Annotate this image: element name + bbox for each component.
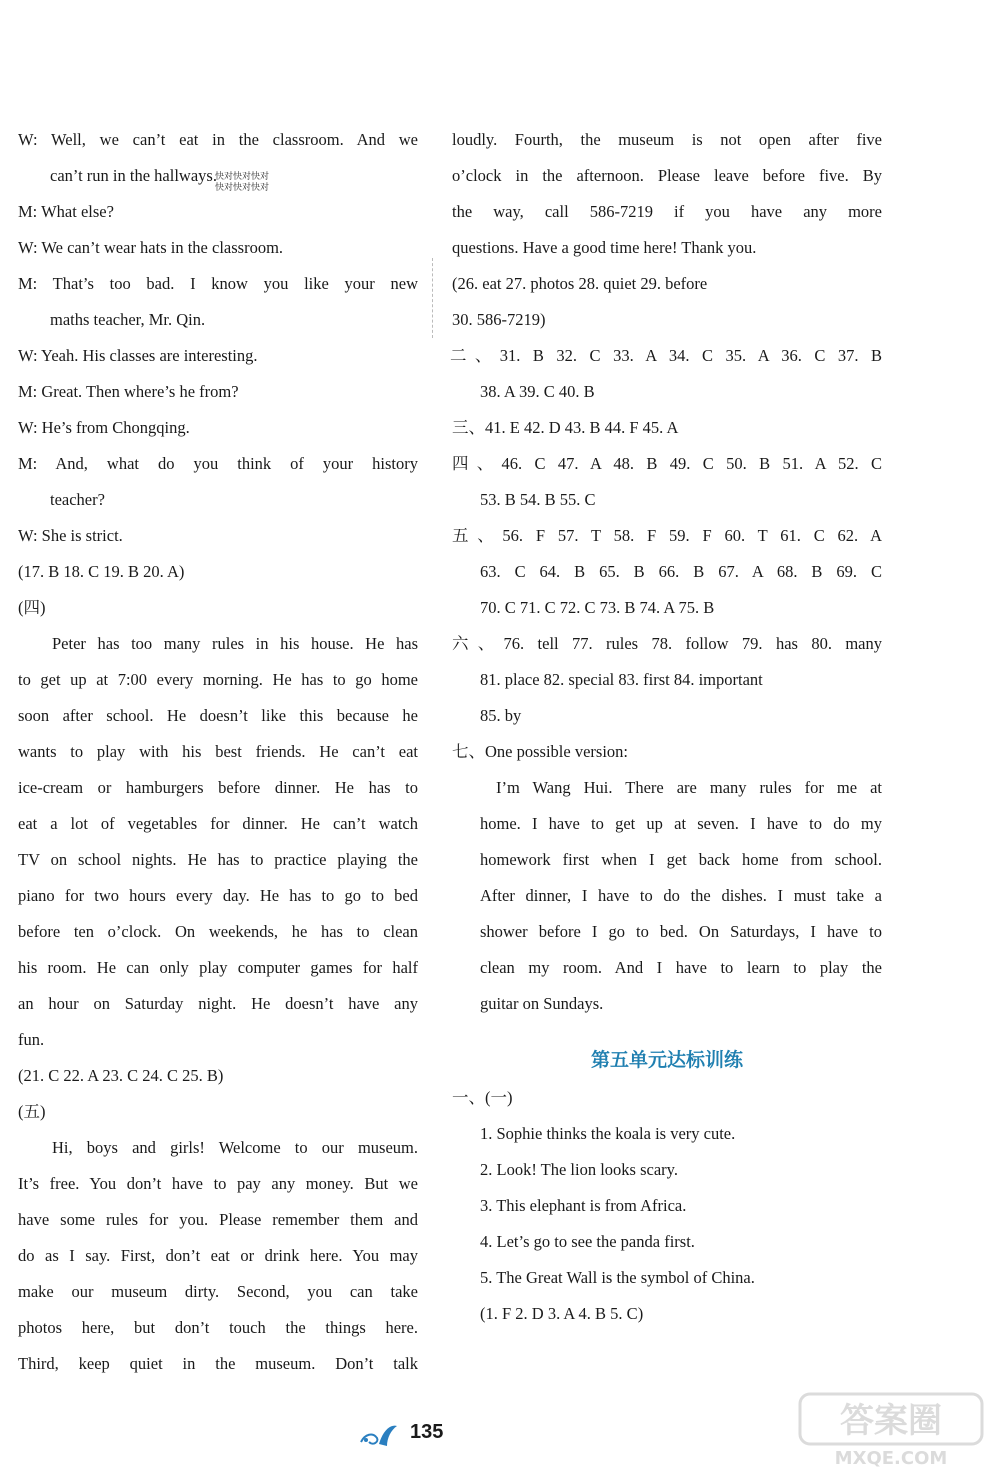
handnote-line: 快对快对快对	[215, 172, 270, 182]
essay-line: After dinner, I have to do the dishes. I must take a	[480, 886, 882, 905]
answer-row: 53. B 54. B 55. C	[480, 490, 596, 509]
dialogue-line: W: He’s from Chongqing.	[18, 418, 190, 437]
dialogue-line: W: Yeah. His classes are interesting.	[18, 346, 258, 365]
answer-row: 三、41. E 42. D 43. B 44. F 45. A	[452, 418, 679, 437]
passage-line: ice-cream or hamburgers before dinner. He has to	[18, 778, 418, 797]
passage-line: make our museum dirty. Second, you can take	[18, 1282, 418, 1301]
dialogue-line: W: She is strict.	[18, 526, 123, 545]
passage-line: the way, call 586-7219 if you have any more	[452, 202, 882, 221]
publisher-logo-icon	[357, 1420, 401, 1455]
answer-key-line: 30. 586-7219)	[452, 310, 546, 329]
essay-line: clean my room. And I have to learn to play the	[480, 958, 882, 977]
left-column	[18, 122, 418, 1382]
answer-key-line: (1. F 2. D 3. A 4. B 5. C)	[480, 1304, 644, 1323]
passage-line: It’s free. You don’t have to pay any money. But we	[18, 1174, 418, 1193]
handnote-line: 快对快对快对	[215, 183, 270, 193]
answer-row: 85. by	[480, 706, 522, 725]
passage-line: his room. He can only play computer games for half	[18, 958, 418, 977]
passage-line: an hour on Saturday night. He doesn’t have any	[18, 994, 418, 1013]
essay-line: shower before I go to bed. On Saturdays, I have to	[480, 922, 882, 941]
right-column	[452, 122, 882, 1332]
answer-row: 四、46. C 47. A 48. B 49. C 50. B 51. A 52. C	[452, 454, 882, 473]
passage-line: loudly. Fourth, the museum is not open after five	[452, 130, 882, 149]
listening-sentence: 1. Sophie thinks the koala is very cute.	[480, 1124, 736, 1143]
listening-sentence: 5. The Great Wall is the symbol of China.	[480, 1268, 755, 1287]
answer-key-line: (26. eat 27. photos 28. quiet 29. before	[452, 274, 708, 293]
passage-line: TV on school nights. He has to practice playing the	[18, 850, 418, 869]
answer-row: 五、56. F 57. T 58. F 59. F 60. T 61. C 62. A	[452, 526, 882, 545]
passage-line: to get up at 7:00 every morning. He has to go home	[18, 670, 418, 689]
passage-line: fun.	[18, 1030, 45, 1049]
dialogue-line: M: Great. Then where’s he from?	[18, 382, 239, 401]
passage-line: Hi, boys and girls! Welcome to our museum.	[52, 1138, 418, 1157]
essay-line: guitar on Sundays.	[480, 994, 604, 1013]
section-label: (五)	[18, 1102, 46, 1121]
dialogue-line: W: Well, we can’t eat in the classroom. And we	[18, 130, 418, 149]
passage-line: wants to play with his best friends. He can’t eat	[18, 742, 418, 761]
dialogue-line: teacher?	[50, 490, 105, 509]
section-label: 一、(一)	[452, 1088, 513, 1107]
listening-sentence: 4. Let’s go to see the panda first.	[480, 1232, 695, 1251]
section-label: (四)	[18, 598, 46, 617]
answer-row: 38. A 39. C 40. B	[480, 382, 595, 401]
watermark-logo	[798, 1392, 984, 1468]
handwritten-note	[215, 172, 269, 194]
passage-line: piano for two hours every day. He has to go to bed	[18, 886, 418, 905]
passage-line: soon after school. He doesn’t like this because he	[18, 706, 418, 725]
answer-row: 81. place 82. special 83. first 84. important	[480, 670, 763, 689]
answer-key-line: (17. B 18. C 19. B 20. A)	[18, 562, 185, 581]
essay-line: home. I have to get up at seven. I have to do my	[480, 814, 882, 833]
column-divider	[432, 258, 434, 338]
passage-line: Peter has too many rules in his house. He has	[52, 634, 418, 653]
svg-text:MXQE.COM: MXQE.COM	[834, 1448, 948, 1468]
dialogue-line: maths teacher, Mr. Qin.	[50, 310, 206, 329]
answer-row: 七、One possible version:	[452, 742, 628, 761]
page-number: 135	[410, 1421, 444, 1443]
answer-row: 63. C 64. B 65. B 66. B 67. A 68. B 69. C	[480, 562, 882, 581]
passage-line: have some rules for you. Please remember them and	[18, 1210, 418, 1229]
dialogue-line: M: And, what do you think of your history	[18, 454, 418, 473]
passage-line: do as I say. First, don’t eat or drink here. You may	[18, 1246, 418, 1265]
passage-line: o’clock in the afternoon. Please leave before five. By	[452, 166, 882, 185]
dialogue-line: M: What else?	[18, 202, 114, 221]
listening-sentence: 3. This elephant is from Africa.	[480, 1196, 687, 1215]
dialogue-line: M: That’s too bad. I know you like your new	[18, 274, 418, 293]
passage-line: before ten o’clock. On weekends, he has to clean	[18, 922, 418, 941]
passage-line: Third, keep quiet in the museum. Don’t talk	[18, 1354, 418, 1373]
answer-row: 70. C 71. C 72. C 73. B 74. A 75. B	[480, 598, 715, 617]
dialogue-line: can’t run in the hallways.	[50, 166, 217, 185]
passage-line: questions. Have a good time here! Thank you.	[452, 238, 757, 257]
answer-key-line: (21. C 22. A 23. C 24. C 25. B)	[18, 1066, 224, 1085]
svg-text:答案圈: 答案圈	[840, 1401, 942, 1441]
essay-line: homework first when I get back home from school.	[480, 850, 882, 869]
unit-heading: 第五单元达标训练	[590, 1049, 743, 1071]
dialogue-line: W: We can’t wear hats in the classroom.	[18, 238, 284, 257]
essay-line: I’m Wang Hui. There are many rules for me at	[496, 778, 882, 797]
passage-line: eat a lot of vegetables for dinner. He can’t watch	[18, 814, 418, 833]
listening-sentence: 2. Look! The lion looks scary.	[480, 1160, 678, 1179]
answer-row: 二、31. B 32. C 33. A 34. C 35. A 36. C 37. B	[450, 346, 882, 365]
answer-row: 六、76. tell 77. rules 78. follow 79. has 80. many	[452, 634, 882, 653]
passage-line: photos here, but don’t touch the things here.	[18, 1318, 418, 1337]
